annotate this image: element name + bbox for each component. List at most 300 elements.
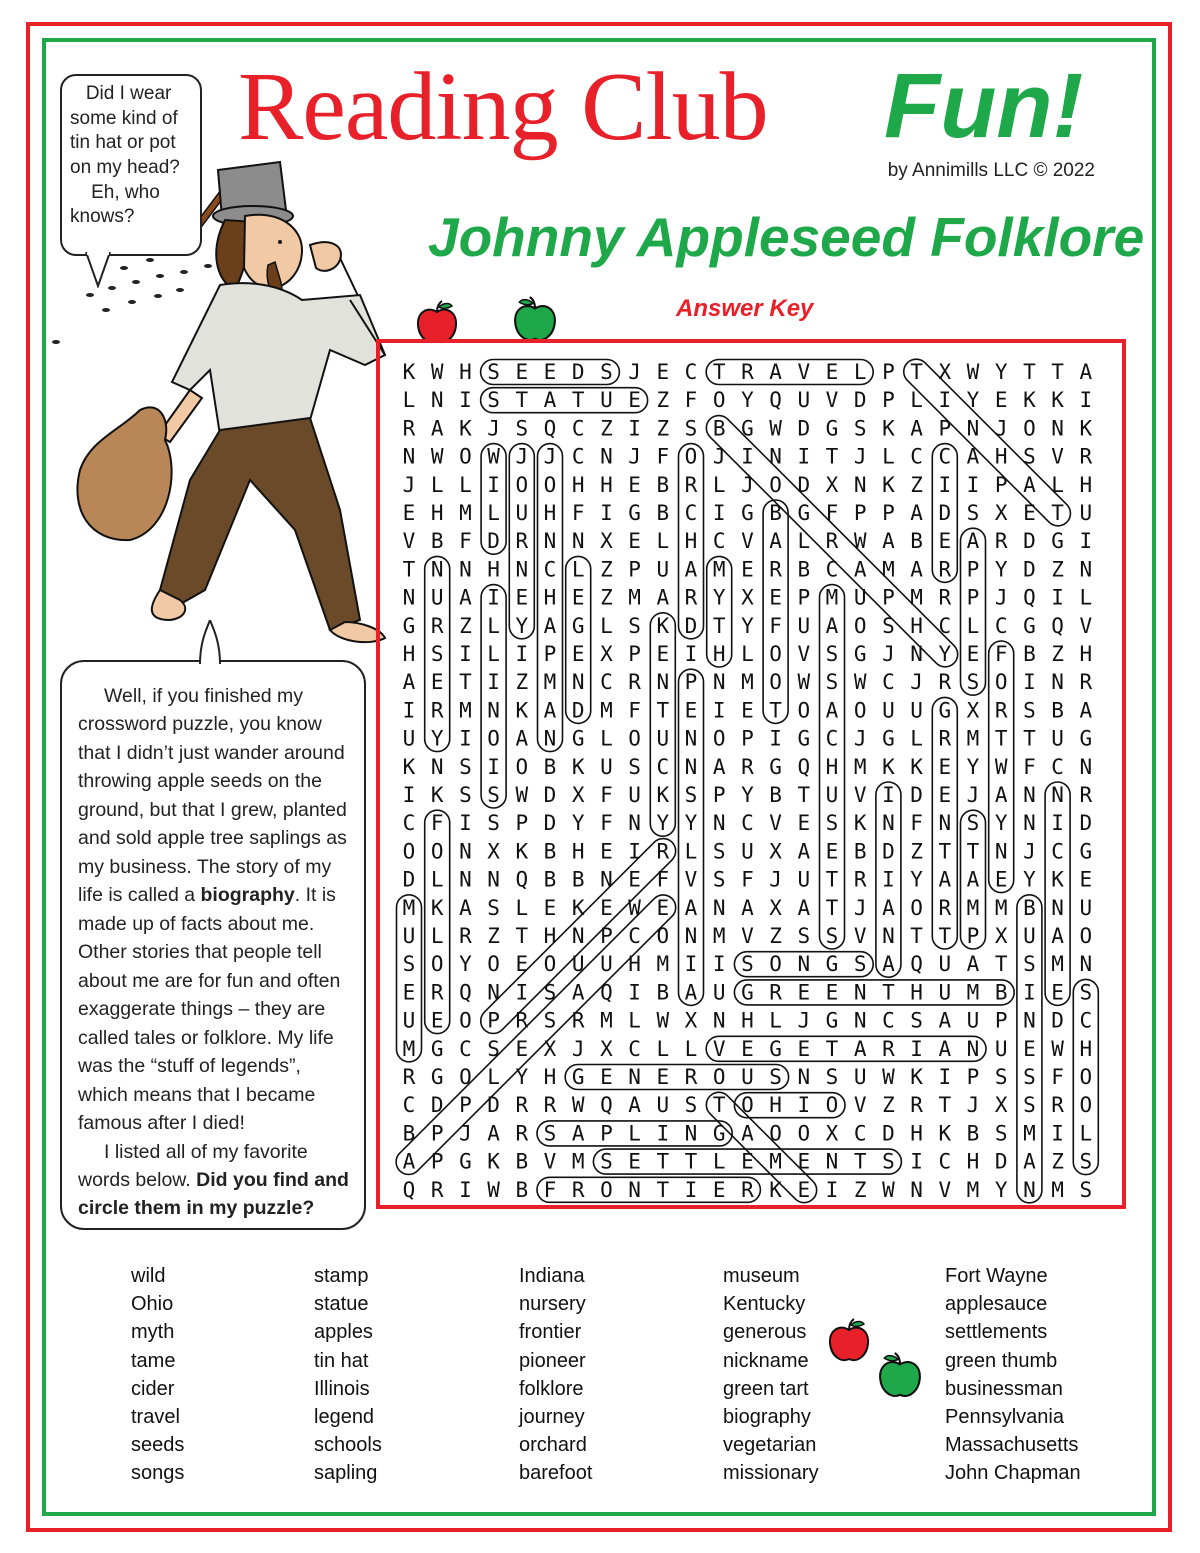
grid-letter[interactable]: W [994,754,1008,779]
grid-letter[interactable]: P [882,360,895,384]
grid-letter[interactable]: I [882,867,895,892]
grid-letter[interactable]: J [543,444,557,469]
grid-letter[interactable]: I [712,501,726,525]
grid-letter[interactable]: N [459,867,472,892]
grid-letter[interactable]: S [628,613,641,638]
grid-letter[interactable]: B [656,501,670,525]
grid-letter[interactable]: A [656,585,670,610]
grid-letter[interactable]: G [741,501,754,525]
grid-letter[interactable]: X [600,1036,613,1061]
grid-letter[interactable]: Y [515,1065,529,1089]
grid-letter[interactable]: T [712,613,726,638]
grid-letter[interactable]: W [487,444,500,469]
grid-letter[interactable]: X [684,1008,698,1033]
grid-letter[interactable]: R [402,416,416,441]
grid-letter[interactable]: V [402,529,416,554]
grid-letter[interactable]: N [1051,895,1064,920]
grid-letter[interactable]: R [515,529,529,554]
grid-letter[interactable]: V [1051,444,1064,469]
grid-letter[interactable]: R [1079,783,1093,807]
grid-letter[interactable]: A [825,698,839,723]
grid-letter[interactable]: N [1023,783,1036,807]
grid-letter[interactable]: O [769,670,782,695]
grid-letter[interactable]: L [797,529,811,554]
grid-letter[interactable]: D [1023,529,1036,554]
grid-letter[interactable]: F [430,811,444,836]
grid-letter[interactable]: M [402,895,416,920]
grid-letter[interactable]: Q [459,980,472,1005]
grid-letter[interactable]: K [1051,388,1064,413]
grid-letter[interactable]: Y [684,811,698,836]
grid-letter[interactable]: E [1051,980,1064,1005]
grid-letter[interactable]: S [1023,952,1036,977]
grid-letter[interactable]: B [769,783,782,807]
grid-letter[interactable]: T [712,1093,726,1118]
grid-letter[interactable]: E [571,642,585,666]
grid-letter[interactable]: L [1079,585,1093,610]
grid-letter[interactable]: L [571,557,585,582]
grid-letter[interactable]: L [656,529,670,554]
grid-letter[interactable]: C [825,726,839,751]
grid-letter[interactable]: T [515,388,529,413]
grid-letter[interactable]: Z [769,924,782,948]
grid-letter[interactable]: M [825,585,839,610]
grid-letter[interactable]: E [797,980,811,1005]
grid-letter[interactable]: F [656,867,670,892]
grid-letter[interactable]: H [712,642,726,666]
grid-letter[interactable]: I [487,754,500,779]
grid-letter[interactable]: B [543,839,557,864]
grid-letter[interactable]: E [628,388,641,413]
grid-letter[interactable]: E [543,895,557,920]
grid-letter[interactable]: L [430,867,444,892]
grid-letter[interactable]: K [1023,388,1036,413]
grid-letter[interactable]: U [515,501,529,525]
grid-letter[interactable]: E [656,360,670,384]
grid-letter[interactable]: W [797,670,811,695]
grid-letter[interactable]: B [994,980,1008,1005]
grid-letter[interactable]: K [938,1121,952,1146]
grid-letter[interactable]: N [402,444,416,469]
grid-letter[interactable]: A [966,444,980,469]
grid-letter[interactable]: C [741,811,754,836]
grid-letter[interactable]: S [966,811,980,836]
grid-letter[interactable]: Z [600,557,613,582]
grid-letter[interactable]: I [1023,980,1036,1005]
grid-letter[interactable]: L [712,1149,726,1174]
grid-letter[interactable]: I [684,1177,698,1202]
grid-letter[interactable]: A [769,529,782,554]
grid-letter[interactable]: E [515,952,529,977]
grid-letter[interactable]: S [1079,980,1093,1005]
grid-letter[interactable]: P [515,811,529,836]
grid-letter[interactable]: C [459,1036,472,1061]
grid-letter[interactable]: C [910,444,923,469]
grid-letter[interactable]: P [741,726,754,751]
grid-letter[interactable]: U [656,557,670,582]
grid-letter[interactable]: T [938,1093,952,1118]
grid-letter[interactable]: I [402,783,416,807]
grid-letter[interactable]: J [402,472,416,497]
grid-letter[interactable]: O [600,1177,613,1202]
grid-letter[interactable]: N [684,924,698,948]
grid-letter[interactable]: J [910,670,923,695]
grid-letter[interactable]: L [712,472,726,497]
grid-letter[interactable]: K [1079,416,1093,441]
grid-letter[interactable]: X [966,698,980,723]
grid-letter[interactable]: H [571,839,585,864]
grid-letter[interactable]: H [1079,642,1093,666]
grid-letter[interactable]: S [994,1065,1008,1089]
grid-letter[interactable]: A [882,895,895,920]
grid-letter[interactable]: B [1023,895,1036,920]
grid-letter[interactable]: E [994,867,1008,892]
grid-letter[interactable]: S [487,811,500,836]
grid-letter[interactable]: T [910,360,923,384]
grid-letter[interactable]: U [430,585,444,610]
grid-letter[interactable]: W [769,416,782,441]
grid-letter[interactable]: Q [600,1093,613,1118]
grid-letter[interactable]: E [769,585,782,610]
grid-letter[interactable]: O [769,952,782,977]
grid-letter[interactable]: A [825,613,839,638]
grid-letter[interactable]: P [882,501,895,525]
grid-letter[interactable]: J [853,895,867,920]
grid-letter[interactable]: M [1023,1121,1036,1146]
grid-letter[interactable]: I [910,1149,923,1174]
grid-letter[interactable]: R [1079,444,1093,469]
grid-letter[interactable]: O [825,1093,839,1118]
grid-letter[interactable]: H [769,1093,782,1118]
grid-letter[interactable]: K [910,754,923,779]
grid-letter[interactable]: C [1079,1008,1093,1033]
grid-letter[interactable]: E [741,557,754,582]
grid-letter[interactable]: O [402,839,416,864]
grid-letter[interactable]: T [882,980,895,1005]
grid-letter[interactable]: U [402,924,416,948]
grid-letter[interactable]: R [430,698,444,723]
grid-letter[interactable]: E [600,839,613,864]
grid-letter[interactable]: Z [910,839,923,864]
grid-letter[interactable]: I [1023,670,1036,695]
grid-letter[interactable]: R [515,1093,529,1118]
grid-letter[interactable]: U [994,1036,1008,1061]
grid-letter[interactable]: F [1051,1065,1064,1089]
grid-letter[interactable]: A [1023,1149,1036,1174]
grid-letter[interactable]: F [600,783,613,807]
grid-letter[interactable]: K [910,1065,923,1089]
grid-letter[interactable]: B [769,501,782,525]
grid-letter[interactable]: G [571,726,585,751]
grid-letter[interactable]: G [741,416,754,441]
grid-letter[interactable]: I [459,1177,472,1202]
grid-letter[interactable]: K [402,360,416,384]
grid-letter[interactable]: O [487,952,500,977]
grid-letter[interactable]: S [769,1065,782,1089]
grid-letter[interactable]: E [684,698,698,723]
grid-letter[interactable]: W [430,444,444,469]
grid-letter[interactable]: I [459,642,472,666]
grid-letter[interactable]: I [656,1121,670,1146]
grid-letter[interactable]: N [712,811,726,836]
grid-letter[interactable]: S [825,924,839,948]
grid-letter[interactable]: S [712,867,726,892]
grid-letter[interactable]: K [882,416,895,441]
grid-letter[interactable]: N [487,867,500,892]
grid-letter[interactable]: J [797,1008,811,1033]
grid-letter[interactable]: L [741,642,754,666]
grid-letter[interactable]: H [543,585,557,610]
grid-letter[interactable]: N [966,416,980,441]
grid-letter[interactable]: A [741,895,754,920]
grid-letter[interactable]: N [994,839,1008,864]
grid-letter[interactable]: F [684,388,698,413]
grid-letter[interactable]: S [459,754,472,779]
grid-letter[interactable]: T [459,670,472,695]
grid-letter[interactable]: Q [910,952,923,977]
grid-letter[interactable]: I [402,698,416,723]
grid-letter[interactable]: O [712,726,726,751]
grid-letter[interactable]: F [600,811,613,836]
grid-letter[interactable]: D [1051,1008,1064,1033]
grid-letter[interactable]: N [1023,1177,1036,1202]
grid-letter[interactable]: S [543,1121,557,1146]
grid-letter[interactable]: B [430,529,444,554]
grid-letter[interactable]: C [684,360,698,384]
grid-letter[interactable]: L [853,360,867,384]
grid-letter[interactable]: M [571,1149,585,1174]
grid-letter[interactable]: L [882,444,895,469]
grid-letter[interactable]: U [741,839,754,864]
grid-letter[interactable]: H [459,360,472,384]
grid-letter[interactable]: L [966,613,980,638]
grid-letter[interactable]: H [600,472,613,497]
grid-letter[interactable]: E [1023,1036,1036,1061]
grid-letter[interactable]: C [712,529,726,554]
grid-letter[interactable]: G [797,501,811,525]
grid-letter[interactable]: L [684,839,698,864]
grid-letter[interactable]: G [769,1036,782,1061]
grid-letter[interactable]: N [1051,670,1064,695]
grid-letter[interactable]: D [402,867,416,892]
grid-letter[interactable]: I [1079,388,1093,413]
grid-letter[interactable]: A [684,557,698,582]
grid-letter[interactable]: S [543,980,557,1005]
grid-letter[interactable]: S [712,839,726,864]
grid-letter[interactable]: U [656,726,670,751]
grid-letter[interactable]: T [712,360,726,384]
grid-letter[interactable]: W [656,1008,670,1033]
grid-letter[interactable]: H [543,501,557,525]
grid-letter[interactable]: B [1023,642,1036,666]
grid-letter[interactable]: L [515,895,529,920]
grid-letter[interactable]: X [571,783,585,807]
grid-letter[interactable]: O [543,472,557,497]
grid-letter[interactable]: Z [1051,1149,1064,1174]
grid-letter[interactable]: D [882,839,895,864]
grid-letter[interactable]: Z [656,388,670,413]
grid-letter[interactable]: R [938,670,952,695]
grid-letter[interactable]: P [882,388,895,413]
grid-letter[interactable]: U [938,980,952,1005]
grid-letter[interactable]: B [656,472,670,497]
grid-letter[interactable]: D [684,613,698,638]
grid-letter[interactable]: J [628,444,641,469]
grid-letter[interactable]: S [1023,444,1036,469]
grid-letter[interactable]: E [741,1149,754,1174]
grid-letter[interactable]: Y [741,388,754,413]
grid-letter[interactable]: N [487,980,500,1005]
grid-letter[interactable]: G [712,1121,726,1146]
grid-letter[interactable]: A [1079,698,1093,723]
grid-letter[interactable]: F [994,642,1008,666]
grid-letter[interactable]: P [966,924,980,948]
grid-letter[interactable]: E [543,360,557,384]
grid-letter[interactable]: R [938,726,952,751]
grid-letter[interactable]: N [712,670,726,695]
grid-letter[interactable]: C [1051,839,1064,864]
grid-letter[interactable]: N [600,867,613,892]
grid-letter[interactable]: N [769,444,782,469]
grid-letter[interactable]: B [656,980,670,1005]
grid-letter[interactable]: N [684,726,698,751]
grid-letter[interactable]: Z [459,613,472,638]
grid-letter[interactable]: W [966,360,980,384]
grid-letter[interactable]: C [571,444,585,469]
grid-letter[interactable]: T [1023,726,1036,751]
grid-letter[interactable]: X [994,1093,1008,1118]
grid-letter[interactable]: N [684,754,698,779]
grid-letter[interactable]: A [543,698,557,723]
grid-letter[interactable]: N [1079,754,1093,779]
grid-letter[interactable]: C [402,811,416,836]
grid-letter[interactable]: H [910,613,923,638]
grid-letter[interactable]: T [825,1036,839,1061]
grid-letter[interactable]: L [487,501,500,525]
grid-letter[interactable]: S [1079,1149,1093,1174]
grid-letter[interactable]: T [825,895,839,920]
grid-letter[interactable]: V [684,867,698,892]
grid-letter[interactable]: X [741,585,754,610]
grid-letter[interactable]: G [1051,529,1064,554]
grid-letter[interactable]: G [1079,726,1093,751]
grid-letter[interactable]: H [487,557,500,582]
grid-letter[interactable]: A [571,980,585,1005]
grid-letter[interactable]: U [600,388,613,413]
grid-letter[interactable]: M [459,501,472,525]
grid-letter[interactable]: I [459,811,472,836]
grid-letter[interactable]: W [571,1093,585,1118]
grid-letter[interactable]: C [938,1149,952,1174]
grid-letter[interactable]: P [797,585,811,610]
grid-letter[interactable]: S [684,416,698,441]
grid-letter[interactable]: Q [402,1177,416,1202]
grid-letter[interactable]: R [938,895,952,920]
grid-letter[interactable]: G [882,726,895,751]
grid-letter[interactable]: E [600,1065,613,1089]
grid-letter[interactable]: Q [1023,585,1036,610]
grid-letter[interactable]: A [797,839,811,864]
grid-letter[interactable]: K [882,754,895,779]
grid-letter[interactable]: T [797,783,811,807]
grid-letter[interactable]: O [712,1065,726,1089]
grid-letter[interactable]: I [938,472,952,497]
grid-letter[interactable]: M [459,698,472,723]
grid-letter[interactable]: C [543,557,557,582]
grid-letter[interactable]: J [994,416,1008,441]
grid-letter[interactable]: P [882,585,895,610]
grid-letter[interactable]: L [1079,1121,1093,1146]
grid-letter[interactable]: O [656,924,670,948]
grid-letter[interactable]: R [853,867,867,892]
grid-letter[interactable]: E [797,1177,811,1202]
grid-letter[interactable]: R [825,529,839,554]
grid-letter[interactable]: U [1079,895,1093,920]
grid-letter[interactable]: C [1051,754,1064,779]
grid-letter[interactable]: I [1051,1121,1064,1146]
grid-letter[interactable]: H [430,501,444,525]
grid-letter[interactable]: S [1023,1093,1036,1118]
grid-letter[interactable]: F [628,698,641,723]
grid-letter[interactable]: S [825,1065,839,1089]
grid-letter[interactable]: E [938,783,952,807]
grid-letter[interactable]: V [853,924,867,948]
grid-letter[interactable]: W [882,1065,895,1089]
grid-letter[interactable]: T [938,924,952,948]
grid-letter[interactable]: N [712,1008,726,1033]
grid-letter[interactable]: B [515,1177,529,1202]
grid-letter[interactable]: I [628,980,641,1005]
grid-letter[interactable]: J [487,416,500,441]
grid-letter[interactable]: O [430,952,444,977]
grid-letter[interactable]: O [1079,1093,1093,1118]
grid-letter[interactable]: S [966,670,980,695]
grid-letter[interactable]: N [853,1008,867,1033]
grid-letter[interactable]: W [430,360,444,384]
grid-letter[interactable]: S [741,952,754,977]
grid-letter[interactable]: L [430,924,444,948]
grid-letter[interactable]: R [741,360,754,384]
grid-letter[interactable]: I [825,1177,839,1202]
grid-letter[interactable]: E [825,980,839,1005]
grid-letter[interactable]: M [600,1008,613,1033]
grid-letter[interactable]: P [543,642,557,666]
grid-letter[interactable]: C [882,670,895,695]
grid-letter[interactable]: R [741,754,754,779]
grid-letter[interactable]: T [825,444,839,469]
grid-letter[interactable]: Y [571,811,585,836]
grid-letter[interactable]: L [487,613,500,638]
grid-letter[interactable]: B [910,529,923,554]
grid-letter[interactable]: H [628,952,641,977]
grid-letter[interactable]: U [853,1065,867,1089]
grid-letter[interactable]: I [487,472,500,497]
grid-letter[interactable]: R [769,980,782,1005]
grid-letter[interactable]: H [910,980,923,1005]
grid-letter[interactable]: U [797,388,811,413]
grid-letter[interactable]: E [402,980,416,1005]
grid-letter[interactable]: Z [600,585,613,610]
grid-letter[interactable]: K [571,895,585,920]
grid-letter[interactable]: H [1079,472,1093,497]
grid-letter[interactable]: R [543,1093,557,1118]
grid-letter[interactable]: U [882,698,895,723]
grid-letter[interactable]: A [994,783,1008,807]
grid-letter[interactable]: U [600,754,613,779]
grid-letter[interactable]: N [487,698,500,723]
grid-letter[interactable]: E [1079,867,1093,892]
grid-letter[interactable]: I [487,670,500,695]
